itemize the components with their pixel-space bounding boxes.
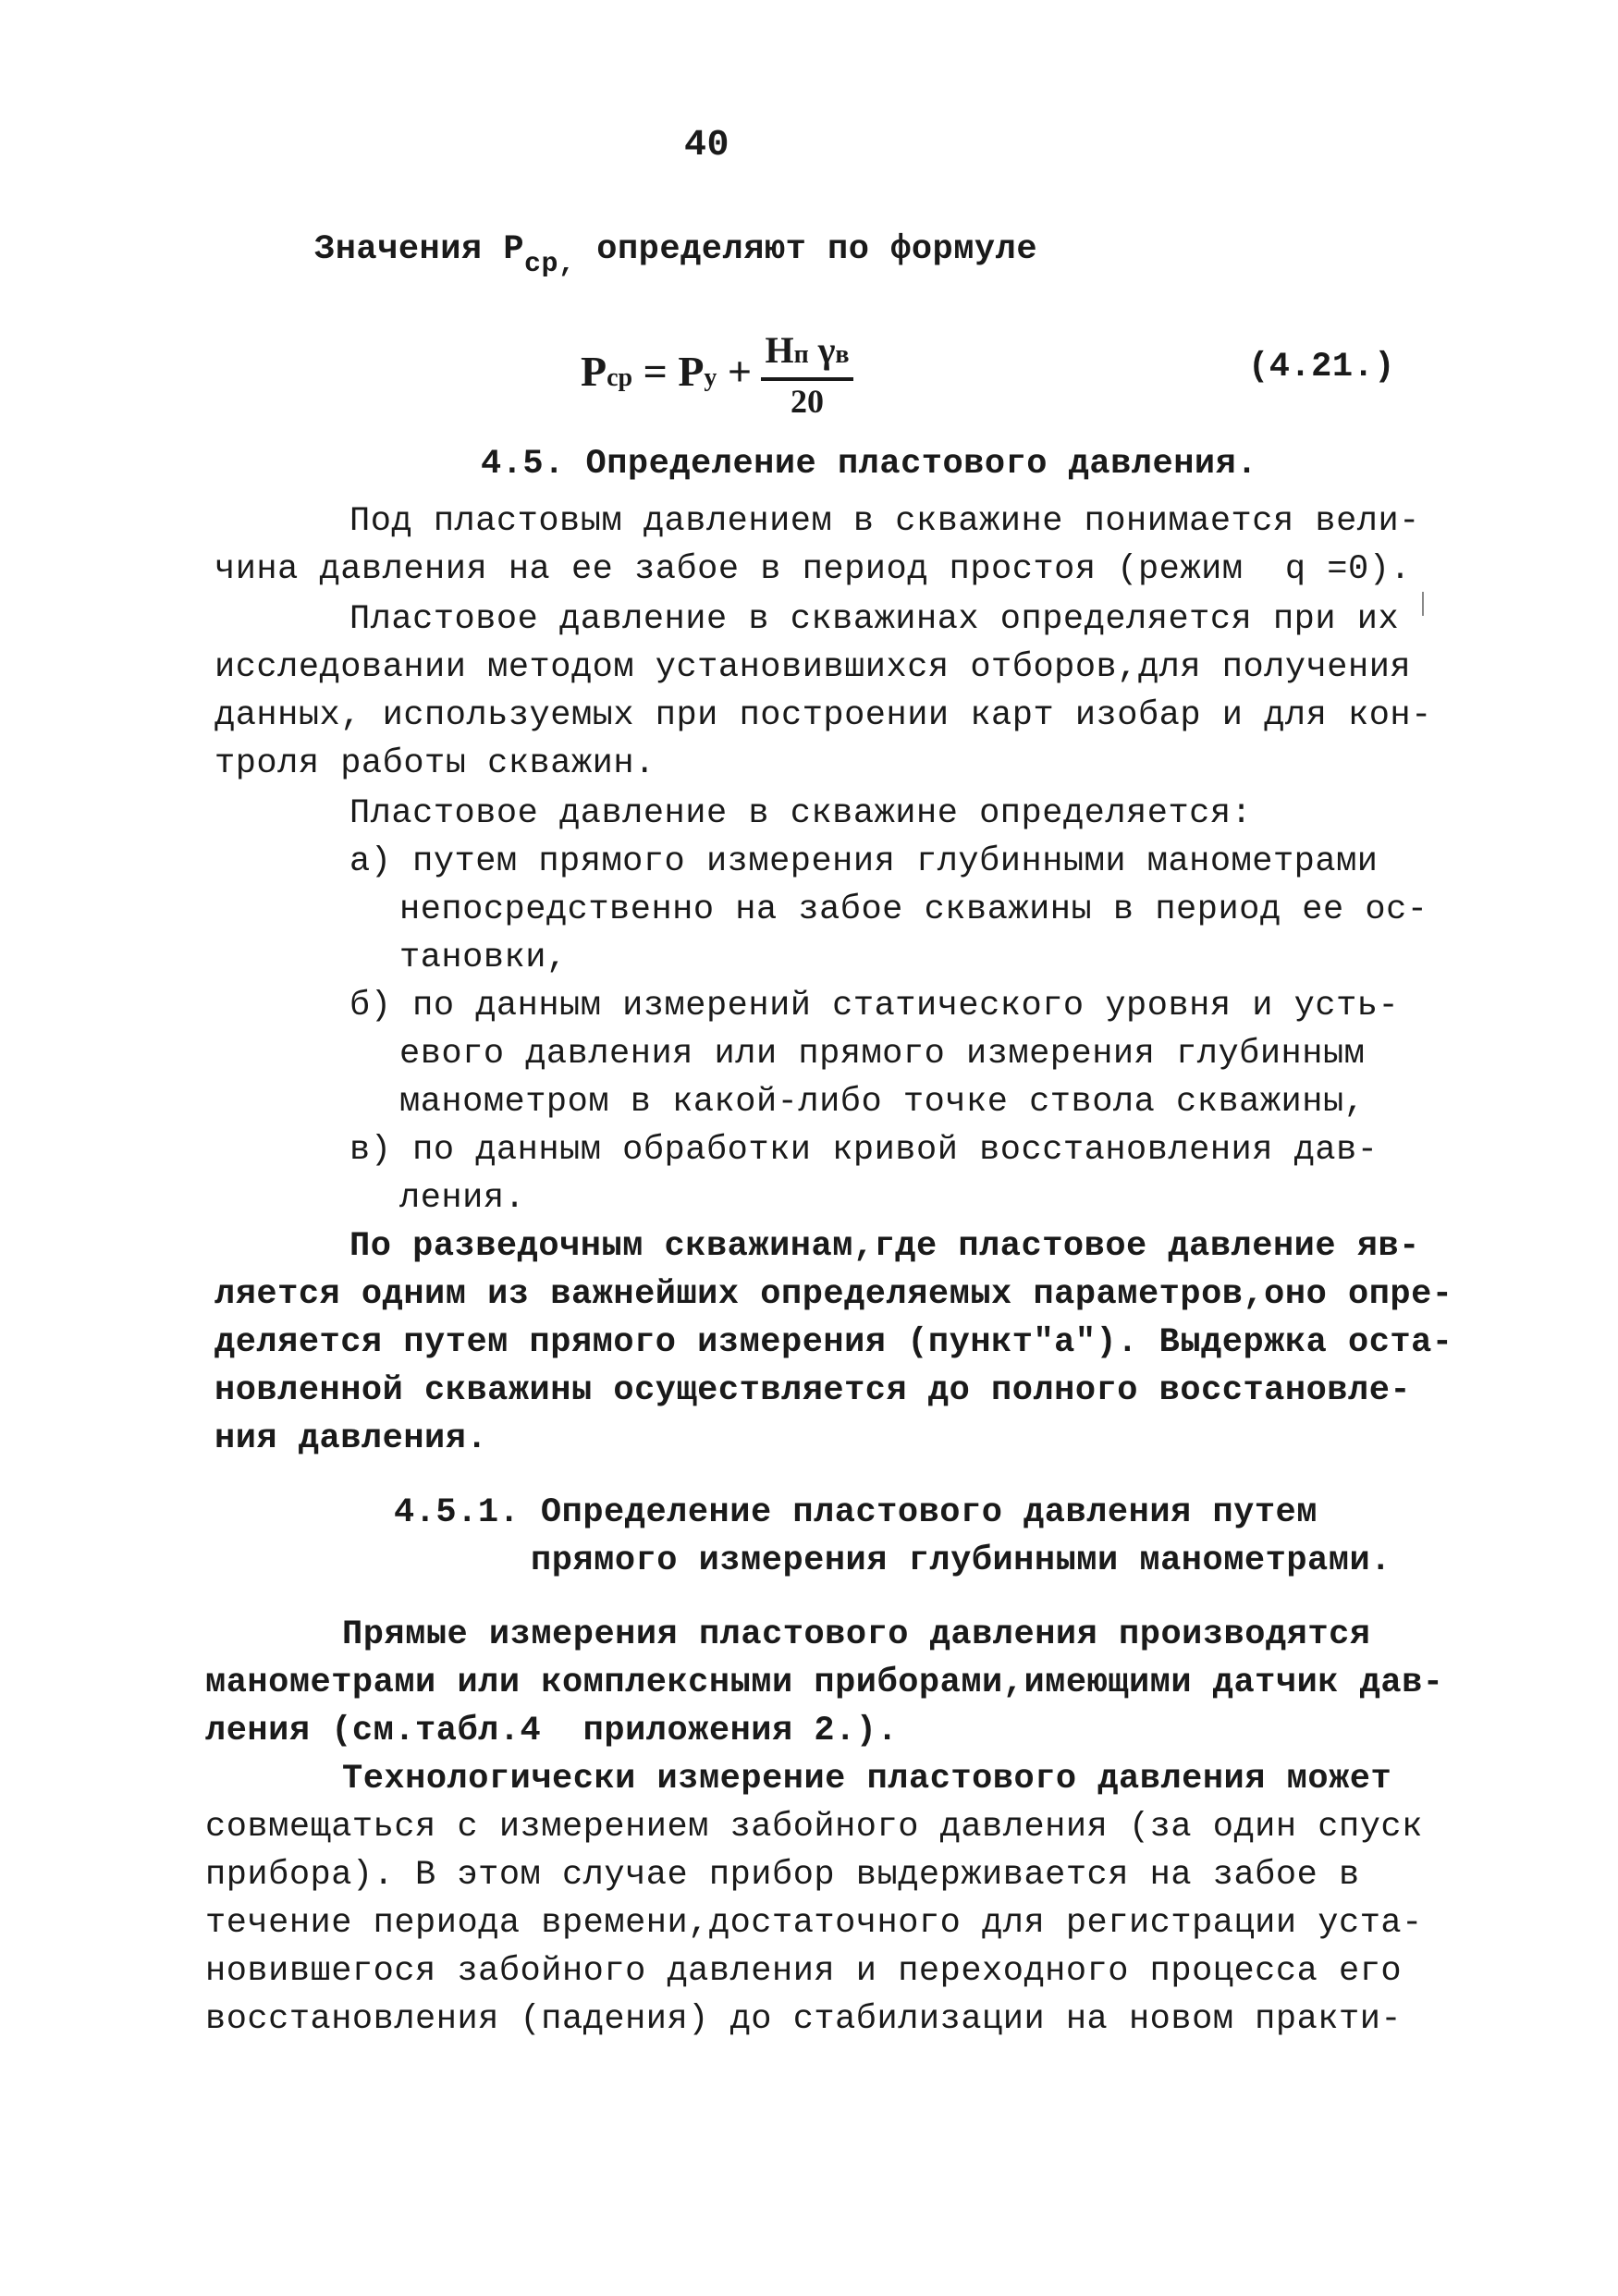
paragraph-line: чина давления на ее забое в период простоя (режим q =0). [215,550,1412,589]
list-item-b-cont: манометром в какой-либо точке ствола скважины, [399,1083,1366,1122]
paragraph-line: ния давления. [215,1419,488,1458]
section-heading-4-5: 4.5. Определение пластового давления. [481,445,1258,484]
paragraph-line: Прямые измерения пластового давления производятся [342,1615,1371,1654]
list-item-b: б) по данным измерений статического уровня и усть- [349,987,1400,1025]
section-heading-4-5-1: 4.5.1. Определение пластового давления путем [394,1493,1318,1532]
list-item-v-cont: ления. [399,1179,526,1218]
intro-suffix: определяют по формуле [575,230,1038,269]
formula-denominator: 20 [791,383,824,420]
paragraph-line: восстановления (падения) до стабилизации на новом практи- [205,2000,1403,2039]
paragraph-line: новленной скважины осуществляется до полного восстановле- [215,1371,1412,1410]
page-number: 40 [684,125,730,166]
paragraph-line: троля работы скважин. [215,744,656,783]
formula-number: (4.21.) [1248,348,1395,387]
paragraph-line: течение периода времени,достаточного для регистрации уста- [205,1904,1423,1943]
paragraph-line: ляется одним из важнейших определяемых параметров,оно опре- [215,1275,1453,1314]
paragraph-line: ления (см.табл.4 приложения 2.). [205,1712,899,1750]
formula-fraction [761,328,853,422]
paragraph-line: деляется путем прямого измерения (пункт"а"). Выдержка оста- [215,1323,1453,1362]
paragraph-line: прибора). В этом случае прибор выдерживается на забое в [205,1856,1360,1895]
list-item-b-cont: евого давления или прямого измерения глубинным [399,1035,1366,1074]
paragraph-line: Пластовое давление в скважинах определяется при их [349,600,1400,639]
list-item-v: в) по данным обработки кривой восстановления дав- [349,1131,1379,1170]
formula-4-21 [581,328,913,421]
paragraph-line: манометрами или комплексными приборами,имеющими датчик дав- [205,1664,1444,1702]
paragraph-line: По разведочным скважинам,где пластовое давление яв- [349,1227,1420,1266]
formula-left-side: Pср = Pу + [581,348,753,395]
formula-intro [314,229,1038,280]
paragraph-line: Пластовое давление в скважине определяется: [349,794,1253,833]
paragraph-line: Технологически измерение пластового давления может [342,1760,1392,1799]
section-heading-4-5-1-cont: прямого измерения глубинными манометрами. [531,1541,1391,1580]
margin-mark [1422,592,1424,616]
paragraph-line: Под пластовым давлением в скважине понимается вели- [349,502,1420,541]
list-item-a: а) путем прямого измерения глубинными манометрами [349,842,1379,881]
paragraph-line: данных, используемых при построении карт изобар и для кон- [215,696,1432,735]
paragraph-line: исследовании методом установившихся отборов,для получения [215,648,1412,687]
list-item-a-cont: тановки, [399,939,568,977]
paragraph-line: новившегося забойного давления и переходного процесса его [205,1952,1403,1991]
intro-prefix: Значения P [314,230,525,269]
list-item-a-cont: непосредственно на забое скважины в период ее ос- [399,890,1428,929]
paragraph-line: совмещаться с измерением забойного давления (за один спуск [205,1808,1423,1847]
formula-numerator: Hп γв [761,328,853,381]
intro-subscript: ср, [524,249,576,280]
